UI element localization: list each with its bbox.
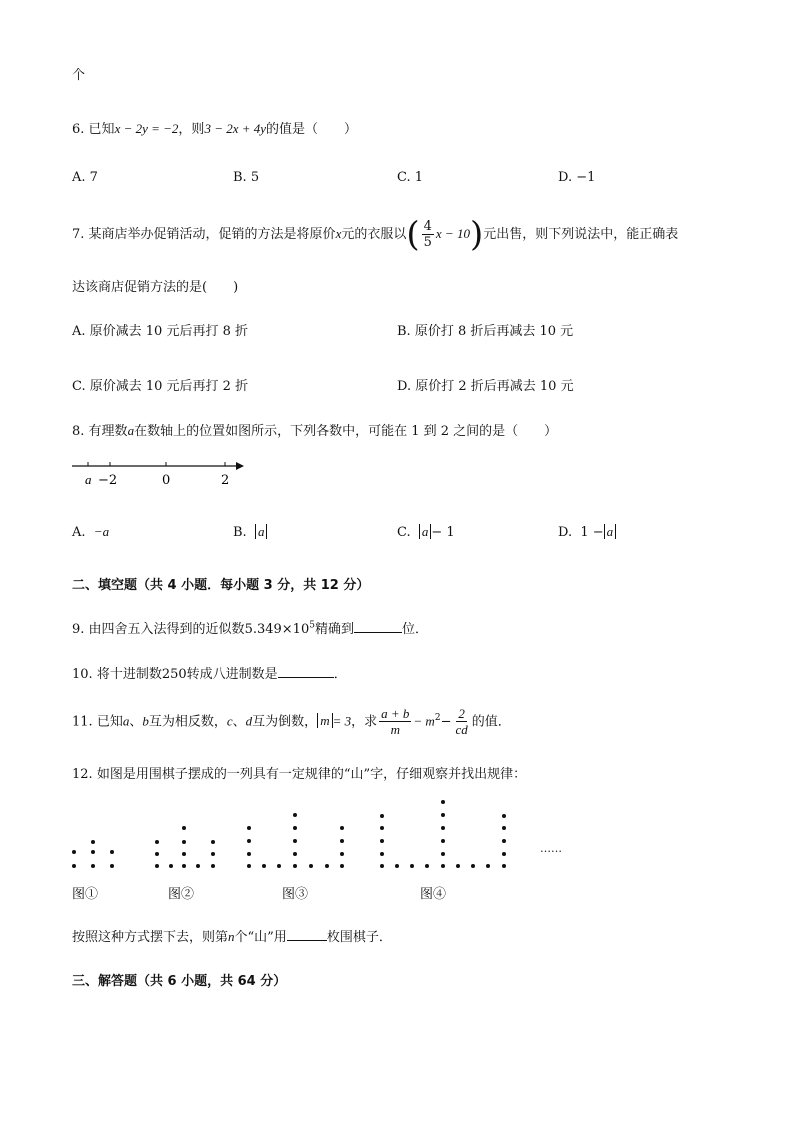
section-heading-solutions: 三、解答题（共 6 小题，共 64 分） bbox=[72, 974, 287, 989]
go-stone bbox=[293, 864, 297, 868]
go-stone bbox=[441, 813, 445, 817]
go-stone bbox=[155, 852, 159, 856]
go-stone bbox=[247, 864, 251, 868]
option-a: A. 原价减去 10 元后再打 8 折 bbox=[72, 324, 248, 339]
answer-blank[interactable] bbox=[354, 620, 402, 633]
option-c: C. 原价减去 10 元后再打 2 折 bbox=[72, 379, 249, 394]
fraction-denominator: 5 bbox=[423, 235, 432, 250]
number-line-figure bbox=[68, 456, 258, 492]
go-stone bbox=[340, 826, 344, 830]
go-stone bbox=[380, 852, 384, 856]
go-stone bbox=[502, 814, 506, 818]
question-10: 10. 将十进制数250转成八进制数是 ． bbox=[72, 667, 347, 682]
go-stone bbox=[182, 826, 186, 830]
answer-blank[interactable] bbox=[287, 928, 327, 941]
fraction-numerator: 4 bbox=[423, 219, 432, 234]
figure-label-1: 图① bbox=[72, 887, 99, 902]
go-stone bbox=[502, 826, 506, 830]
right-paren: ) bbox=[469, 214, 484, 255]
go-stone bbox=[91, 840, 95, 844]
question-text: 元出售，则下列说法中，能正确表 bbox=[483, 227, 679, 242]
option-a: A. −a bbox=[72, 524, 110, 540]
question-text: 已知 bbox=[88, 122, 115, 137]
go-stone bbox=[72, 864, 76, 868]
figure-label-4: 图④ bbox=[420, 887, 447, 902]
question-text: 某商店举办促销活动，促销的方法是将原价 bbox=[88, 227, 336, 242]
question-number: 12. bbox=[72, 767, 93, 782]
axis-label-zero: 0 bbox=[162, 473, 171, 488]
go-stone bbox=[325, 864, 329, 868]
go-stone bbox=[441, 826, 445, 830]
option-d: D. 原价打 2 折后再减去 10 元 bbox=[397, 379, 574, 394]
go-stone bbox=[502, 852, 506, 856]
go-stone bbox=[211, 840, 215, 844]
question-11: 11. 已知a、b互为相反数，c、d互为倒数， m = 3，求 $\frac{a + b}{m}$ − $m^2-$ $\frac{2}{cd}$ 的值． bbox=[72, 706, 511, 738]
go-stone bbox=[309, 864, 313, 868]
question-9: 9. 由四舍五入法得到的近似数$5.349\times 10^5$精确到 位． bbox=[72, 620, 428, 637]
axis-label-neg2: −2 bbox=[98, 473, 118, 488]
go-stone bbox=[262, 864, 266, 868]
go-stone bbox=[441, 800, 445, 804]
question-number: 10. bbox=[72, 667, 93, 682]
option-b: B. 原价打 8 折后再减去 10 元 bbox=[397, 324, 574, 339]
go-stone bbox=[155, 864, 159, 868]
go-stone bbox=[380, 814, 384, 818]
go-stone bbox=[380, 839, 384, 843]
section-heading-fill-blank: 二、填空题（共 4 小题．每小题 3 分，共 12 分） bbox=[72, 578, 370, 593]
answer-blank[interactable] bbox=[278, 665, 334, 678]
math-expression: 3 − 2x + 4y bbox=[204, 121, 267, 136]
go-stone bbox=[182, 840, 186, 844]
figure-label-2: 图② bbox=[168, 887, 195, 902]
question-text: 元的衣服以 bbox=[341, 227, 407, 242]
go-stone bbox=[91, 864, 95, 868]
go-stone bbox=[211, 864, 215, 868]
absolute-value: m bbox=[317, 713, 332, 728]
math-variable: a bbox=[127, 423, 135, 438]
math-number: 5.349×10 bbox=[244, 622, 310, 637]
go-stone bbox=[340, 864, 344, 868]
question-6 bbox=[72, 118, 357, 137]
go-stone bbox=[425, 864, 429, 868]
left-paren: ( bbox=[406, 214, 420, 255]
go-stone bbox=[502, 839, 506, 843]
page-continuation-text: 个 bbox=[72, 68, 86, 83]
go-stone bbox=[380, 826, 384, 830]
fraction bbox=[422, 219, 434, 250]
question-number: 7. bbox=[72, 227, 85, 242]
go-stone bbox=[182, 852, 186, 856]
arrow-head-icon bbox=[236, 462, 244, 470]
figure-label-3: 图③ bbox=[282, 887, 309, 902]
fraction: $\frac{2}{cd}$ bbox=[455, 706, 468, 738]
go-stone bbox=[247, 852, 251, 856]
go-stone bbox=[293, 839, 297, 843]
go-stone bbox=[155, 840, 159, 844]
go-stone bbox=[441, 864, 445, 868]
math-expression: x − 10 bbox=[435, 226, 470, 241]
go-stone bbox=[277, 864, 281, 868]
go-stone bbox=[293, 813, 297, 817]
go-stone bbox=[293, 852, 297, 856]
go-stone bbox=[340, 839, 344, 843]
go-stone bbox=[196, 864, 200, 868]
go-stone bbox=[380, 864, 384, 868]
math-number: 250 bbox=[161, 667, 187, 682]
go-stone bbox=[169, 864, 173, 868]
go-stone bbox=[456, 864, 460, 868]
go-stone bbox=[110, 864, 114, 868]
go-stone bbox=[247, 839, 251, 843]
question-7-line2: 达该商店促销方法的是( ) bbox=[72, 280, 239, 295]
option-d: D. −1 bbox=[558, 170, 596, 185]
ellipsis: …… bbox=[540, 842, 562, 855]
go-stone bbox=[293, 826, 297, 830]
go-stone bbox=[441, 839, 445, 843]
go-stone bbox=[441, 852, 445, 856]
question-text: 在数轴上的位置如图所示，下列各数中，可能在 1 到 2 之间的是（ ） bbox=[134, 424, 558, 439]
question-text: 有理数 bbox=[88, 424, 128, 439]
option-a-expr: −a bbox=[93, 524, 110, 539]
go-stone bbox=[486, 864, 490, 868]
option-a: A. 7 bbox=[72, 170, 98, 185]
fraction: $\frac{a + b}{m}$ bbox=[381, 706, 410, 738]
go-stone bbox=[410, 864, 414, 868]
option-c: C. a − 1 bbox=[397, 524, 455, 540]
go-stone bbox=[247, 826, 251, 830]
go-stone bbox=[502, 864, 506, 868]
absolute-value: a bbox=[604, 524, 617, 539]
math-expression: x − 2y = −2 bbox=[114, 121, 179, 136]
math-variable: x bbox=[335, 226, 342, 241]
go-stone bbox=[471, 864, 475, 868]
go-stone bbox=[340, 852, 344, 856]
absolute-value: a bbox=[255, 524, 268, 539]
question-number: 6. bbox=[72, 122, 85, 137]
question-text: ，则 bbox=[178, 122, 205, 137]
absolute-value: a bbox=[419, 524, 432, 539]
go-stone bbox=[91, 850, 95, 854]
option-d: D. 1 − a bbox=[558, 524, 616, 540]
option-c: C. 1 bbox=[397, 170, 424, 185]
question-number: 9. bbox=[72, 622, 85, 637]
go-stone bbox=[72, 850, 76, 854]
go-stone bbox=[395, 864, 399, 868]
question-12-followup: 按照这种方式摆下去，则第n个“山”用 枚围棋子． bbox=[72, 929, 392, 945]
question-number: 11. bbox=[72, 714, 93, 730]
question-7 bbox=[72, 212, 678, 257]
go-stone bbox=[110, 850, 114, 854]
question-number: 8. bbox=[72, 424, 85, 439]
go-stone bbox=[182, 864, 186, 868]
go-stone bbox=[211, 852, 215, 856]
option-b: B. 5 bbox=[233, 170, 260, 185]
option-b: B. a bbox=[233, 524, 267, 540]
question-text: 的值是（ ） bbox=[266, 122, 358, 137]
axis-label-two: 2 bbox=[221, 473, 230, 488]
question-12: 12. 如图是用围棋子摆成的一列具有一定规律的“山”字，仔细观察并找出规律： bbox=[72, 767, 527, 782]
question-8 bbox=[72, 420, 557, 439]
axis-label-a: a bbox=[85, 472, 92, 487]
